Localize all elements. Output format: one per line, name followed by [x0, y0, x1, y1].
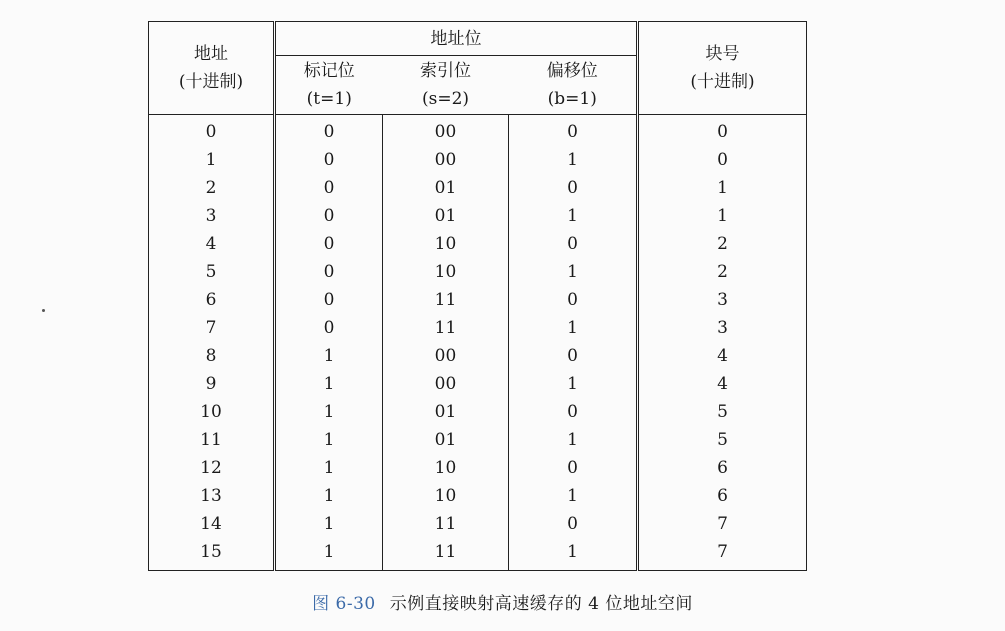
- table-row: [149, 370, 807, 398]
- table-row: [149, 538, 807, 571]
- offset-cell: 0: [567, 122, 578, 142]
- index-cell: 10: [383, 454, 509, 482]
- tag-cell: 1: [275, 454, 383, 482]
- header-block-number: 块号 (十进制): [638, 22, 807, 115]
- tag-cell: 1: [275, 538, 383, 571]
- index-cell: 11: [383, 286, 509, 314]
- offset-cell: 1: [567, 374, 578, 394]
- table-body: [149, 115, 807, 571]
- block-cell: 3: [638, 286, 807, 314]
- block-cell: 6: [638, 482, 807, 510]
- tag-cell: 1: [275, 342, 383, 370]
- table-row: [149, 482, 807, 510]
- block-cell: 4: [638, 342, 807, 370]
- offset-cell: 1: [567, 150, 578, 170]
- address-cell: 14: [149, 510, 275, 538]
- table-row: [149, 174, 807, 202]
- block-cell: 7: [638, 510, 807, 538]
- header-index-bits: 索引位 (s=2): [383, 56, 509, 115]
- index-cell: 01: [383, 426, 509, 454]
- address-table: [148, 21, 807, 571]
- address-cell: 15: [149, 538, 275, 571]
- table-row: [149, 510, 807, 538]
- offset-cell: 0: [567, 458, 578, 478]
- tag-cell: 1: [275, 370, 383, 398]
- offset-cell: 0: [567, 234, 578, 254]
- offset-cell: 0: [567, 346, 578, 366]
- address-cell: 10: [149, 398, 275, 426]
- tag-cell: 0: [275, 174, 383, 202]
- table-row: [149, 230, 807, 258]
- offset-cell: 0: [567, 178, 578, 198]
- header-tag-bits: 标记位 (t=1): [275, 56, 383, 115]
- speck-mark: [42, 309, 45, 312]
- block-cell: 5: [638, 398, 807, 426]
- address-cell: 0: [149, 115, 275, 147]
- address-cell: 2: [149, 174, 275, 202]
- tag-cell: 1: [275, 482, 383, 510]
- tag-cell: 0: [275, 146, 383, 174]
- table-row: [149, 314, 807, 342]
- offset-cell: 1: [567, 318, 578, 338]
- table-row: [149, 146, 807, 174]
- table-row: [149, 454, 807, 482]
- tag-cell: 0: [275, 115, 383, 147]
- figure-number: 图 6-30: [312, 594, 376, 614]
- address-cell: 13: [149, 482, 275, 510]
- index-cell: 11: [383, 510, 509, 538]
- table-row: [149, 426, 807, 454]
- index-cell: 10: [383, 230, 509, 258]
- offset-cell: 0: [567, 290, 578, 310]
- tag-cell: 0: [275, 230, 383, 258]
- table-row: [149, 115, 807, 147]
- block-cell: 5: [638, 426, 807, 454]
- index-cell: 11: [383, 538, 509, 571]
- address-cell: 5: [149, 258, 275, 286]
- block-cell: 7: [638, 538, 807, 571]
- offset-cell: 1: [567, 262, 578, 282]
- address-cell: 9: [149, 370, 275, 398]
- address-cell: 3: [149, 202, 275, 230]
- figure-caption-text: 示例直接映射高速缓存的 4 位地址空间: [389, 594, 693, 614]
- header-offset-bits: 偏移位 (b=1): [509, 56, 638, 115]
- block-cell: 0: [638, 115, 807, 147]
- index-cell: 01: [383, 202, 509, 230]
- tag-cell: 0: [275, 286, 383, 314]
- address-cell: 11: [149, 426, 275, 454]
- block-cell: 6: [638, 454, 807, 482]
- address-cell: 12: [149, 454, 275, 482]
- table-row: [149, 342, 807, 370]
- block-cell: 1: [638, 174, 807, 202]
- block-cell: 0: [638, 146, 807, 174]
- tag-cell: 1: [275, 398, 383, 426]
- index-cell: 01: [383, 174, 509, 202]
- address-cell: 8: [149, 342, 275, 370]
- block-cell: 1: [638, 202, 807, 230]
- index-cell: 10: [383, 258, 509, 286]
- offset-cell: 1: [567, 206, 578, 226]
- table-row: [149, 286, 807, 314]
- index-cell: 00: [383, 370, 509, 398]
- table-row: [149, 202, 807, 230]
- tag-cell: 0: [275, 258, 383, 286]
- tag-cell: 0: [275, 202, 383, 230]
- block-cell: 3: [638, 314, 807, 342]
- tag-cell: 1: [275, 510, 383, 538]
- offset-cell: 1: [567, 430, 578, 450]
- tag-cell: 1: [275, 426, 383, 454]
- index-cell: 00: [383, 342, 509, 370]
- address-cell: 1: [149, 146, 275, 174]
- table-row: [149, 258, 807, 286]
- index-cell: 00: [383, 146, 509, 174]
- index-cell: 00: [383, 115, 509, 147]
- index-cell: 10: [383, 482, 509, 510]
- index-cell: 11: [383, 314, 509, 342]
- figure-caption: [0, 589, 1005, 614]
- address-cell: 4: [149, 230, 275, 258]
- block-cell: 4: [638, 370, 807, 398]
- offset-cell: 1: [567, 486, 578, 506]
- header-address: 地址 (十进制): [149, 22, 275, 115]
- table-row: [149, 398, 807, 426]
- offset-cell: 0: [567, 402, 578, 422]
- block-cell: 2: [638, 230, 807, 258]
- header-address-bits: 地址位: [275, 22, 638, 56]
- offset-cell: 0: [567, 514, 578, 534]
- address-cell: 6: [149, 286, 275, 314]
- block-cell: 2: [638, 258, 807, 286]
- offset-cell: 1: [567, 542, 578, 562]
- address-cell: 7: [149, 314, 275, 342]
- index-cell: 01: [383, 398, 509, 426]
- tag-cell: 0: [275, 314, 383, 342]
